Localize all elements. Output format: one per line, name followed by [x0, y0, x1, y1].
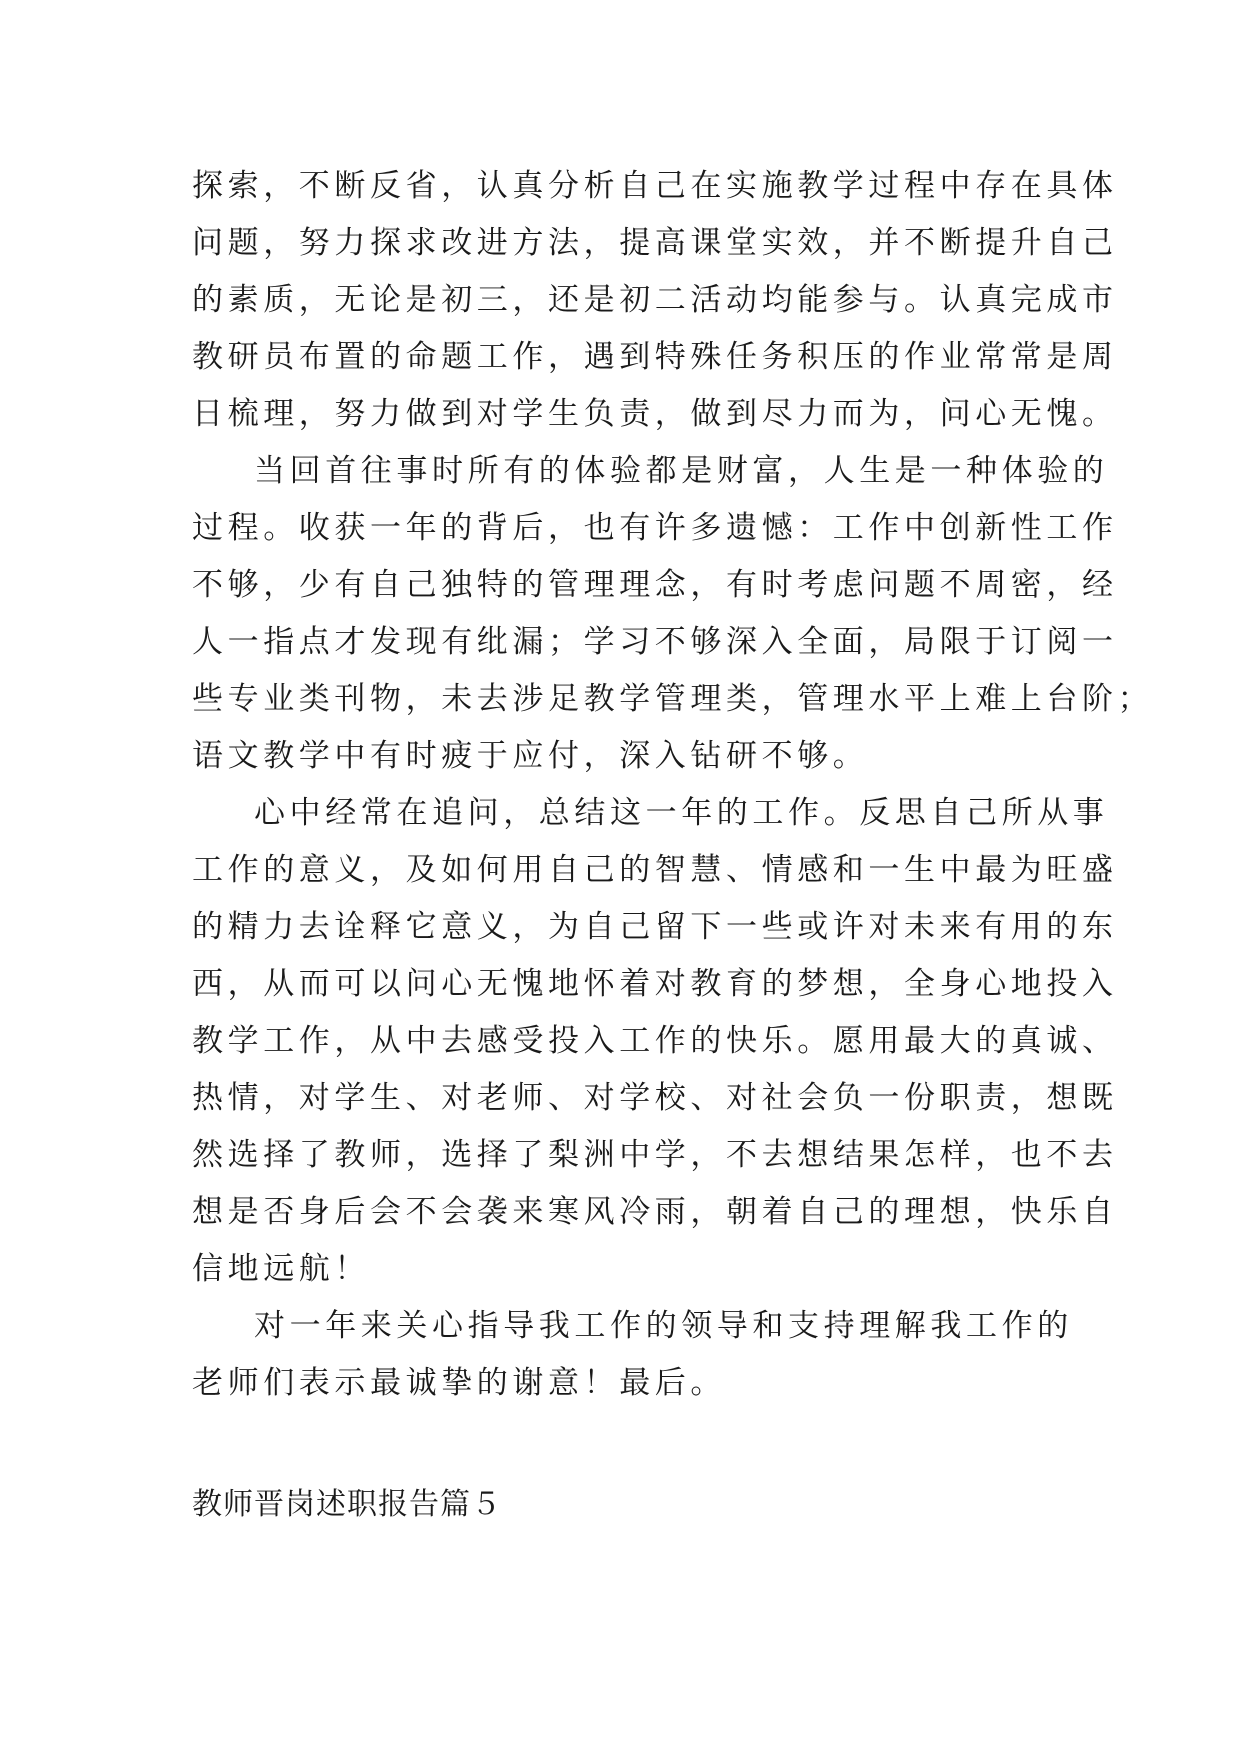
text-line: 教学工作，从中去感受投入工作的快乐。愿用最大的真诚、: [192, 1023, 1118, 1059]
text-line: 探索，不断反省，认真分析自己在实施教学过程中存在具体: [192, 168, 1118, 204]
text-line: 西，从而可以问心无愧地怀着对教育的梦想，全身心地投入: [192, 966, 1118, 1002]
text-line: 然选择了教师，选择了梨洲中学，不去想结果怎样，也不去: [192, 1137, 1118, 1173]
text-line: 信地远航！: [192, 1251, 370, 1287]
text-line: 过程。收获一年的背后，也有许多遗憾：工作中创新性工作: [192, 510, 1118, 546]
section-heading: 教师晋岗述职报告篇５: [192, 1487, 502, 1522]
paragraph-first-line: 对一年来关心指导我工作的领导和支持理解我工作的: [254, 1308, 1073, 1344]
paragraph-first-line: 心中经常在追问，总结这一年的工作。反思自己所从事: [254, 795, 1109, 831]
text-line: 的素质，无论是初三，还是初二活动均能参与。认真完成市: [192, 282, 1118, 318]
text-line: 人一指点才发现有纰漏；学习不够深入全面，局限于订阅一: [192, 624, 1118, 660]
text-line: 问题，努力探求改进方法，提高课堂实效，并不断提升自己: [192, 225, 1118, 261]
text-line: 热情，对学生、对老师、对学校、对社会负一份职责，想既: [192, 1080, 1118, 1116]
text-line: 日梳理，努力做到对学生负责，做到尽力而为，问心无愧。: [192, 396, 1118, 432]
text-line: 工作的意义，及如何用自己的智慧、情感和一生中最为旺盛: [192, 852, 1118, 888]
text-line: 想是否身后会不会袭来寒风冷雨，朝着自己的理想，快乐自: [192, 1194, 1118, 1230]
text-line: 些专业类刊物，未去涉足教学管理类，管理水平上难上台阶；: [192, 681, 1154, 717]
paragraph-first-line: 当回首往事时所有的体验都是财富，人生是一种体验的: [254, 453, 1109, 489]
text-line: 老师们表示最诚挚的谢意！最后。: [192, 1365, 726, 1401]
text-line: 教研员布置的命题工作，遇到特殊任务积压的作业常常是周: [192, 339, 1118, 375]
text-line: 语文教学中有时疲于应付，深入钻研不够。: [192, 738, 869, 774]
text-line: 的精力去诠释它意义，为自己留下一些或许对未来有用的东: [192, 909, 1118, 945]
text-line: 不够，少有自己独特的管理理念，有时考虑问题不周密，经: [192, 567, 1118, 603]
